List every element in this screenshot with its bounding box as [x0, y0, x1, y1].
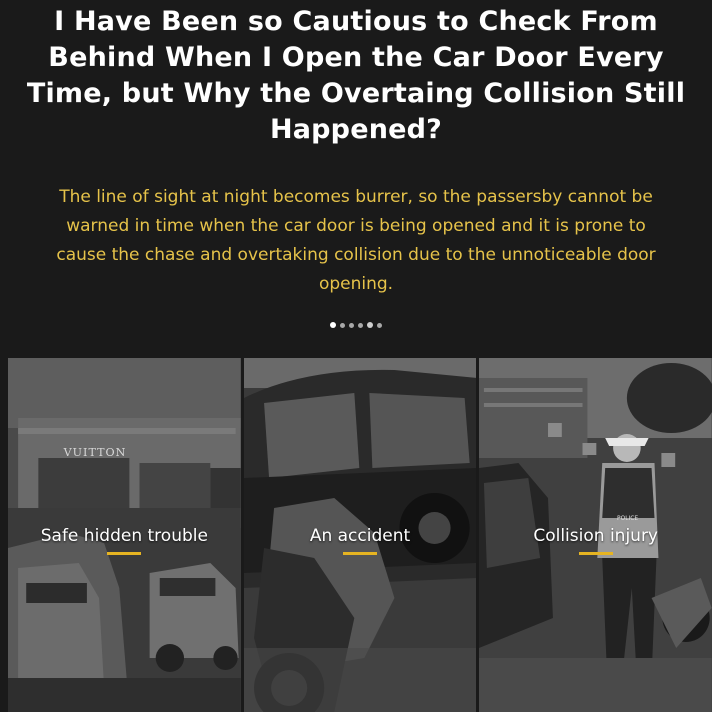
carousel-dot-6[interactable] — [377, 323, 382, 328]
panel-safe-hidden-trouble — [8, 358, 241, 712]
page-headline: I Have Been so Cautious to Check From Behind When I Open the Car Door Every Time, but Why the Overtaing Collision Still Happened? — [26, 6, 686, 145]
panel-underline — [343, 552, 377, 555]
police-badge: POLICE — [617, 514, 639, 523]
carousel-dot-2[interactable] — [340, 323, 345, 328]
panel-label: Collision injury — [533, 526, 658, 546]
panel-label: Safe hidden trouble — [40, 526, 208, 546]
carousel-dot-1[interactable] — [330, 322, 336, 328]
carousel-dot-4[interactable] — [358, 323, 363, 328]
panel-collision-injury — [479, 358, 712, 712]
carousel-dot-3[interactable] — [349, 323, 354, 328]
panel-label: An accident — [309, 526, 411, 546]
panel-underline — [107, 552, 141, 555]
panel-underline — [579, 552, 613, 555]
carousel-dot-5[interactable] — [367, 322, 373, 328]
page-subtitle: The line of sight at night becomes burrer, so the passersby cannot be warned in time when the car door is being opened and it is prone to cause the chase and overtaking collision due to the unnoticeable door opening. — [56, 187, 656, 294]
carousel-indicator — [0, 322, 712, 328]
panel-an-accident — [244, 358, 477, 712]
image-panels — [8, 358, 712, 712]
store-sign: VUITTON — [63, 446, 127, 459]
